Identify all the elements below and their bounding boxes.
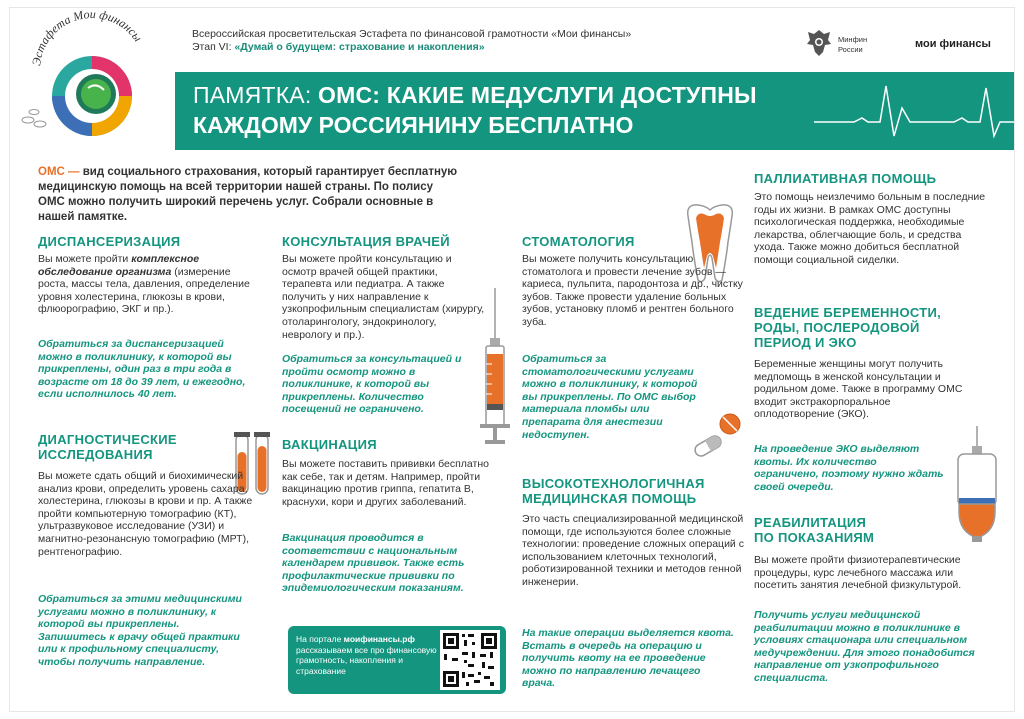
syringe-icon (476, 286, 514, 448)
palliative-title: ПАЛЛИАТИВНАЯ ПОМОЩЬ (754, 171, 937, 186)
hightech-note: На такие операции выделяется квота. Встать в очередь на операцию и получить квоту на ее проведение можно по направлению лечащего врача. (522, 627, 734, 690)
iv-bag-icon (950, 426, 1004, 544)
rehab-title-line2: ПО ПОКАЗАНИЯМ (754, 530, 875, 545)
portal-site-link[interactable]: моифинансы.рф (343, 634, 415, 644)
header-stage (192, 41, 631, 54)
pregnancy-text: Беременные женщины могут получить медпомощь в женской консультации и родильном доме. Также в программу ОМС входит экстракорпоральное оплодотворение (ЭКО). (754, 358, 963, 421)
banner-title-line1: ОМС: КАКИЕ МЕДУСЛУГИ ДОСТУПНЫ (318, 82, 757, 108)
banner-title-line2: КАЖДОМУ РОССИЯНИНУ БЕСПЛАТНО (193, 112, 634, 138)
portal-qr-text (296, 634, 446, 676)
banner-line1 (193, 82, 757, 108)
hightech-title-line1: ВЫСОКОТЕХНОЛОГИЧНАЯ (522, 476, 705, 491)
eagle-emblem-icon (805, 26, 833, 58)
diagnostics-title-line2: ИССЛЕДОВАНИЯ (38, 447, 153, 462)
title-banner (175, 72, 1014, 150)
palliative-text: Это помощь неизлечимо больным в последние годы их жизни. В рамках ОМС доступны психологическая поддержка, необходимые лекарства, облегчающие боль, и средства ухода. Также можно добиться бесплатной помощи социальной сиделки. (754, 191, 986, 266)
stage-prefix: Этап VI: (192, 41, 235, 53)
intro-text: вид социального страхования, который гарантирует бесплатную медицинскую помощь на всей территории нашей страны. По полису ОМС можно получить широкий перечень услуг. Собрали основные в нашей памятке. (38, 166, 458, 223)
vaccination-text: Вы можете поставить прививки бесплатно как себе, так и детям. Например, пройти вакцинацию против гриппа, гепатита В, краснухи, кори и других заболеваний. (282, 458, 489, 508)
minfin-line1: Минфин (838, 35, 868, 44)
logo-text: Эстафета Мои финансы (29, 8, 146, 67)
dispanserization-text (38, 253, 256, 316)
portal-qr-block (288, 626, 506, 694)
pregnancy-title (754, 305, 941, 350)
minfin-line2: России (838, 45, 863, 54)
diagnostics-text: Вы можете сдать общий и биохимический анализ крови, определить уровень сахара, холестерина, глюкозы в крови и пр. А также пройти компьютерную томографию (КТ), ультразвуковое исследование (УЗИ) и магнитно-резонансную томографию (МРТ), рентгенографию. (38, 470, 253, 558)
consultation-note: Обратиться за консультацией и пройти осмотр можно в поликлинике, к которой вы прикреплены. Количество посещений не ограничено. (282, 353, 462, 416)
stage-title: «Думай о будущем: страхование и накопления» (234, 41, 485, 53)
diagnostics-note: Обратиться за этими медицинскими услугами можно в поликлинику, к которой вы прикреплены. Запишитесь к врачу общей практики или к профильному специалисту, чтобы получить направление. (38, 593, 242, 668)
rehab-title-line1: РЕАБИЛИТАЦИЯ (754, 515, 867, 530)
dispanserization-note: Обратиться за диспансеризацией можно в поликлинику, к которой вы прикреплены, один раз в три года в возрасте от 18 до 39 лет, и ежегодно, если исполнилось 40 лет. (38, 338, 246, 401)
header-text (192, 28, 631, 54)
dispanserization-text-bold: комплексное обследование организма (38, 253, 200, 278)
dispanserization-text-a: Вы можете пройти (38, 253, 132, 265)
estafeta-logo (10, 8, 180, 148)
qr-code-icon[interactable] (440, 630, 500, 690)
pregnancy-title-line1: ВЕДЕНИЕ БЕРЕМЕННОСТИ, (754, 305, 942, 320)
intro-paragraph (38, 165, 458, 225)
dentistry-title: СТОМАТОЛОГИЯ (522, 234, 635, 249)
dentistry-text: Вы можете получить консультацию стоматолога и провести лечение зубов — кариеса, пульпита, пародонтоза и др., чистку зубов. Также провести удаление больных зубов, установку пломб и рентген больного зуба. (522, 253, 743, 328)
header-top-line: Всероссийская просветительская Эстафета по финансовой грамотности «Мои финансы» (192, 28, 632, 40)
dispanserization-text-b: (измерение роста, массы тела, давления, определение уровня холестерина, глюкозы в крови, флюорографию, ЭКГ и пр.). (38, 265, 250, 316)
banner-prefix: ПАМЯТКА: (193, 82, 319, 108)
intro-lead: ОМС — (38, 166, 80, 178)
diagnostics-title-line1: ДИАГНОСТИЧЕСКИЕ (38, 432, 177, 447)
dentistry-note: Обратиться за стоматологическими услугами можно в поликлинику, к которой вы прикреплены. По ОМС выбор материала пломбы или препарата для анестезии недоступен. (522, 353, 698, 441)
pregnancy-title-line3: ПЕРИОД И ЭКО (754, 335, 857, 350)
hightech-text: Это часть специализированной медицинской помощи, где используются более сложные технологии: проведение сложных операций с использованием клеточных технологий, роботизированной техники и методов генной инженерии. (522, 513, 744, 588)
pills-icon (692, 412, 748, 462)
vaccination-title: ВАКЦИНАЦИЯ (282, 437, 377, 452)
portal-text-b: рассказываем все про финансовую грамотность, накопления и страхование (296, 644, 437, 676)
rehab-title (754, 515, 874, 545)
consultation-text: Вы можете пройти консультацию и осмотр врачей общей практики, терапевта или педиатра. А также получить у них направление к узкопрофильным специалистам (хирургу, отоларингологу, эндокринологу, неврологу и пр.). (282, 253, 485, 341)
pregnancy-title-line2: РОДЫ, ПОСЛЕРОДОВОЙ (754, 320, 920, 335)
portal-text-a: На портале (296, 634, 344, 644)
minfin-logo (805, 26, 895, 66)
rehab-text: Вы можете пройти физиотерапевтические процедуры, курс лечебного массажа или посетить занятия лечебной физкультурой. (754, 554, 962, 592)
consultation-title: КОНСУЛЬТАЦИЯ ВРАЧЕЙ (282, 234, 450, 249)
vaccination-note: Вакцинация проводится в соответствии с национальным календарем прививок. Также есть профилактические прививки по эпидемиологическим показаниям. (282, 532, 465, 595)
rehab-note: Получить услуги медицинской реабилитации можно в поликлинике в условиях стационара или специальном медучреждении. Для этого понадобится направление от узкопрофильного специалиста. (754, 609, 975, 684)
pregnancy-note: На проведение ЭКО выделяют квоты. Их количество ограничено, поэтому нужно ждать своей очереди. (754, 443, 944, 493)
hightech-title-line2: МЕДИЦИНСКАЯ ПОМОЩЬ (522, 491, 697, 506)
dispanserization-title: ДИСПАНСЕРИЗАЦИЯ (38, 234, 181, 249)
estafeta-logo-graphic (10, 8, 180, 148)
heartbeat-line-icon (814, 78, 1014, 144)
diagnostics-title (38, 432, 177, 462)
hightech-title (522, 476, 705, 506)
moi-finansy-brand: мои финансы (915, 38, 991, 50)
poster-page (10, 8, 1014, 711)
minfin-text (838, 35, 867, 55)
